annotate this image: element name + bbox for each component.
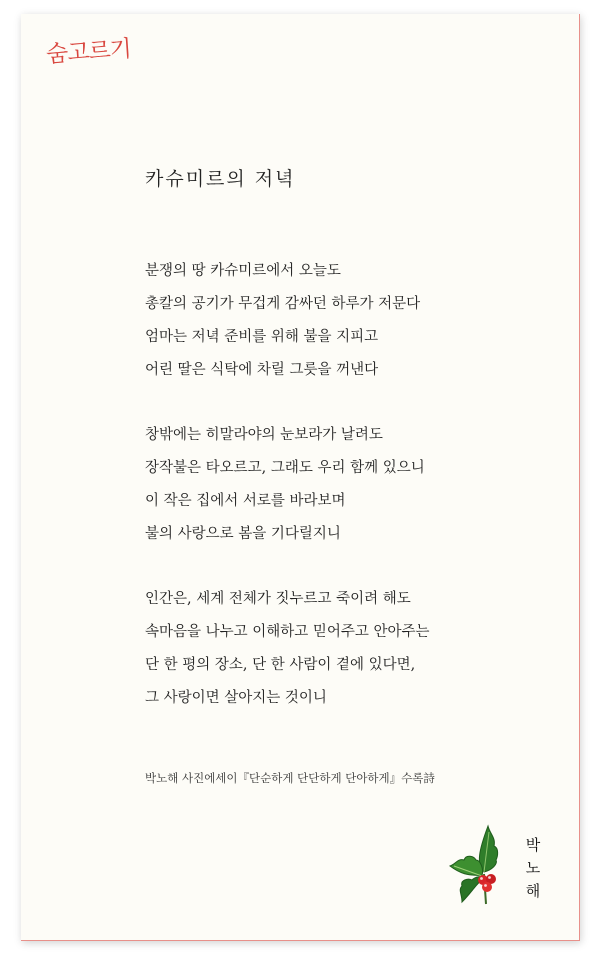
poem-line: 그 사랑이면 살아지는 것이니: [145, 690, 327, 706]
poem-stanza: [145, 257, 565, 389]
poem-stanza: [145, 585, 565, 717]
poem-line: 이 작은 집에서 서로를 바라보며: [145, 493, 346, 509]
signature-char: 해: [525, 882, 541, 900]
poem-body: [145, 257, 565, 749]
signature-char: 박: [525, 836, 541, 854]
brand-logo[interactable]: 숨고르기: [45, 36, 132, 68]
poem-line: 창밖에는 히말라야의 눈보라가 날려도: [145, 427, 383, 443]
poem-line: 분쟁의 땅 카슈미르에서 오늘도: [145, 263, 341, 279]
poem-line: 어린 딸은 식탁에 차릴 그릇을 꺼낸다: [145, 362, 379, 378]
poem-line: 엄마는 저녁 준비를 위해 불을 지피고: [145, 329, 379, 345]
poem-source-credit: 박노해 사진에세이『단순하게 단단하게 단아하게』수록詩: [145, 771, 435, 785]
poem-line: 인간은, 세계 전체가 짓누르고 죽이려 해도: [145, 591, 411, 607]
signature-char: 노: [525, 859, 541, 877]
poem-line: 단 한 평의 장소, 단 한 사람이 곁에 있다면,: [145, 657, 416, 673]
author-signature: [520, 834, 546, 903]
poem-line: 총칼의 공기가 무겁게 감싸던 하루가 저문다: [145, 296, 421, 312]
poem-title: 카슈미르의 저녁: [145, 168, 296, 190]
poem-line: 속마음을 나누고 이해하고 믿어주고 안아주는: [145, 624, 430, 640]
poem-line: 장작불은 타오르고, 그래도 우리 함께 있으니: [145, 460, 425, 476]
poem-stanza: [145, 421, 565, 553]
poem-line: 불의 사랑으로 봄을 기다릴지니: [145, 526, 341, 542]
holly-icon: [446, 822, 516, 906]
